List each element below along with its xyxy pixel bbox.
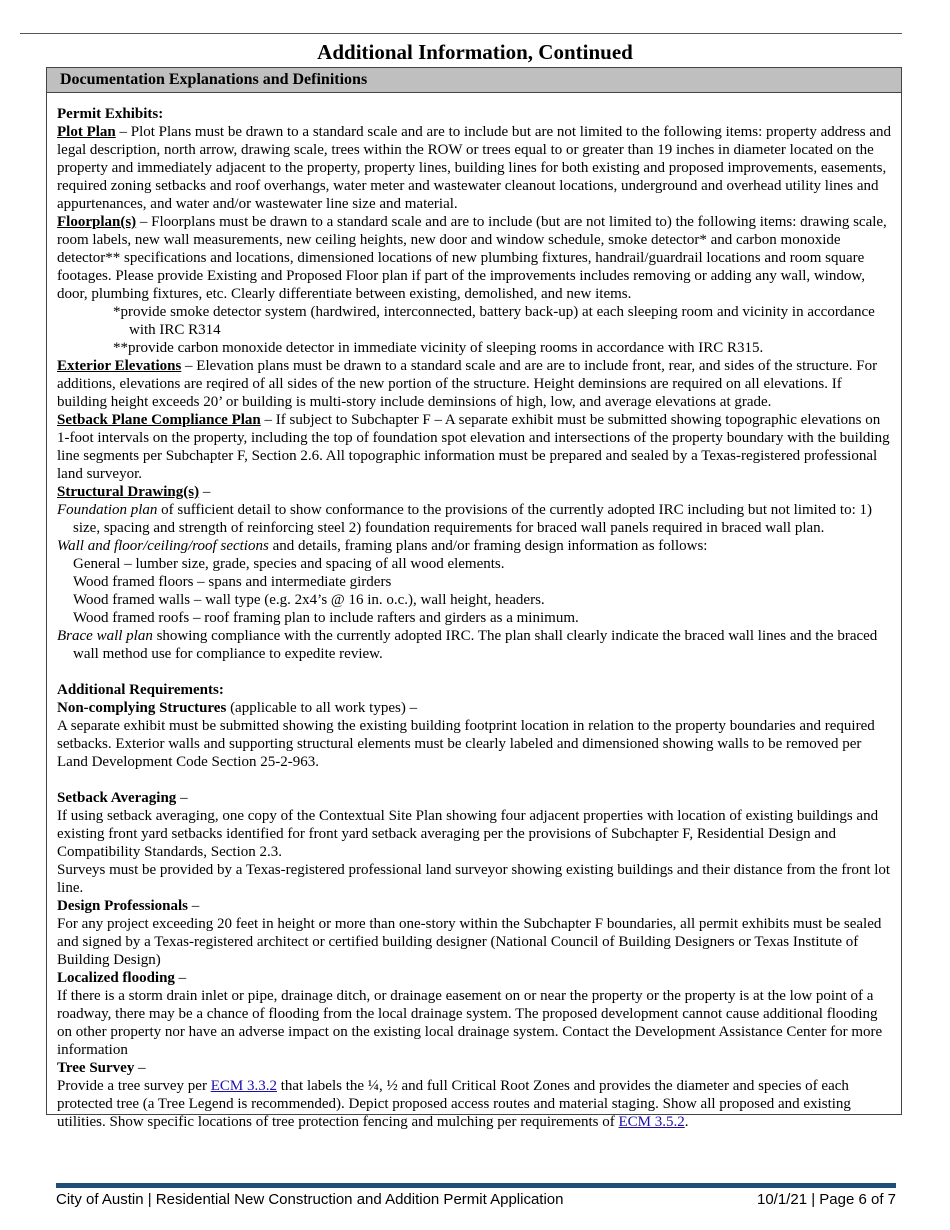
design-professionals-text: For any project exceeding 20 feet in height or more than one-story within the Subchapter F boundaries, all permit exhibits must be sealed and signed by a Texas-registered architect or certified building designer (National Council of Building Designers or Texas Institute of Building Design) bbox=[57, 916, 882, 968]
list-item: Wood framed roofs – roof framing plan to include rafters and girders as a minimum. bbox=[73, 610, 579, 626]
ecm-332-link[interactable]: ECM 3.3.2 bbox=[210, 1078, 277, 1094]
smoke-detector-note: *provide smoke detector system (hardwired, interconnected, battery back-up) at each sleeping room and vicinity in accordance with IRC R314 bbox=[113, 304, 875, 338]
list-item: General – lumber size, grade, species and spacing of all wood elements. bbox=[73, 556, 505, 572]
tree-survey-text-b: that labels the ¼, ½ and full Critical Root Zones and provides the diameter and species of each protected tree (a Tree Legend is recommended). Depict proposed access routes and material staging. Show all proposed and existing utilities. Show specific locations of tree protection fencing and mulching per requirements of bbox=[57, 1078, 851, 1130]
foundation-plan-label: Foundation plan bbox=[57, 502, 158, 518]
noncomplying-label: Non-complying Structures bbox=[57, 700, 227, 716]
localized-flooding-suffix: – bbox=[174, 970, 187, 986]
wall-sections-label: Wall and floor/ceiling/roof sections bbox=[57, 538, 269, 554]
foundation-plan-text: of sufficient detail to show conformance to the provisions of the currently adopted IRC including but not limited to: 1) size, spacing and strength of reinforcing steel 2) foundation requirements for braced wall panels required in braced wall plan. bbox=[73, 502, 873, 536]
footer-rule bbox=[56, 1183, 896, 1188]
localized-flooding-label: Localized flooding bbox=[57, 970, 175, 986]
tree-survey-suffix: – bbox=[134, 1060, 146, 1076]
additional-requirements-heading: Additional Requirements: bbox=[57, 682, 224, 698]
list-item: Wood framed walls – wall type (e.g. 2x4’s @ 16 in. o.c.), wall height, headers. bbox=[73, 592, 545, 608]
localized-flooding-heading bbox=[57, 969, 891, 987]
documentation-content bbox=[47, 93, 901, 1131]
structural-heading bbox=[57, 483, 891, 501]
tree-survey-text-c: . bbox=[684, 1114, 689, 1130]
floorplans-text: – Floorplans must be drawn to a standard scale and are to include (but are not limited to) the following items: drawing scale, room labels, new wall measurements, new ceiling heights, new door and window schedule, smoke detector* and carbon monoxide detector** specifications and locations, dimensioned locations of new plumbing fixtures, handrail/guardrail locations and room square footages. Please provide Existing and Proposed Floor plan if part of the improvements includes removing or adding any wall, window, door, plumbing fixtures, etc. Clearly differentiate between existing, demolished, and new items. bbox=[57, 214, 887, 302]
co-detector-note: **provide carbon monoxide detector in immediate vicinity of sleeping rooms in accordance with IRC R315. bbox=[113, 340, 764, 356]
permit-exhibits-heading: Permit Exhibits: bbox=[57, 106, 164, 122]
brace-wall-text: showing compliance with the currently adopted IRC. The plan shall clearly indicate the braced wall lines and the braced wall method use for compliance to expedite review. bbox=[73, 628, 878, 662]
floorplans-label: Floorplan(s) bbox=[57, 214, 137, 230]
footer bbox=[56, 1190, 896, 1210]
setback-plane-paragraph bbox=[57, 411, 891, 483]
structural-dash: – bbox=[199, 484, 211, 500]
plot-plan-text: – Plot Plans must be drawn to a standard scale and are to include but are not limited to the following items: property address and legal description, north arrow, drawing scale, trees within the ROW or trees equal to or greater than 19 inches in diameter located on the property and immediately adjacent to the property, property lines, building lines for both existing and proposed improvements, easements, required zoning setbacks and roof overhangs, water meter and wastewater cleanout locations, underground and overhead utility lines and appurtenances, and water and/or wastewater line size and material. bbox=[57, 124, 891, 212]
tree-survey-text-a: Provide a tree survey per bbox=[57, 1078, 211, 1094]
footer-page-info: 10/1/21 | Page 6 of 7 bbox=[756, 1191, 896, 1208]
wall-sections-text: and details, framing plans and/or framing design information as follows: bbox=[268, 538, 708, 554]
brace-wall-paragraph bbox=[57, 627, 891, 663]
footer-title: City of Austin | Residential New Construction and Addition Permit Application bbox=[56, 1191, 564, 1208]
brace-wall-label: Brace wall plan bbox=[57, 628, 153, 644]
setback-plane-label: Setback Plane Compliance Plan bbox=[57, 412, 261, 428]
tree-survey-heading bbox=[57, 1059, 891, 1077]
localized-flooding-text: If there is a storm drain inlet or pipe, drainage ditch, or drainage easement on or near the property or the property is at the low point of a roadway, there may be a chance of flooding from the local drainage system. The proposed development cannot cause additional flooding on other property nor have an adverse impact on the existing local drainage system. Contact the Development Assistance Center for more information bbox=[57, 988, 883, 1058]
structural-label: Structural Drawing(s) bbox=[57, 484, 200, 500]
foundation-plan-paragraph bbox=[57, 501, 891, 537]
setback-averaging-text: If using setback averaging, one copy of the Contextual Site Plan showing four adjacent properties with location of existing buildings and existing front yard setbacks identified for front yard setback averaging per the provisions of Subchapter F, Residential Design and Compatibility Standards, Section 2.3. bbox=[57, 808, 879, 860]
wall-sections-paragraph bbox=[57, 537, 891, 555]
design-professionals-suffix: – bbox=[187, 898, 200, 914]
exterior-elevations-paragraph bbox=[57, 357, 891, 411]
noncomplying-text: A separate exhibit must be submitted showing the existing building footprint location in relation to the property boundaries and required setbacks. Exterior walls and supporting structural elements must be clearly labeled and dimensioned showing walls to be removed per Land Development Code Section 25-2-963. bbox=[57, 718, 875, 770]
noncomplying-heading bbox=[57, 699, 891, 717]
ecm-352-link[interactable]: ECM 3.5.2 bbox=[618, 1114, 685, 1130]
page-title: Additional Information, Continued bbox=[317, 40, 633, 64]
floorplans-paragraph bbox=[57, 213, 891, 303]
section-header: Documentation Explanations and Definitions bbox=[47, 68, 901, 93]
setback-averaging-heading bbox=[57, 789, 891, 807]
exterior-elevations-label: Exterior Elevations bbox=[57, 358, 182, 374]
top-rule bbox=[20, 33, 902, 34]
design-professionals-heading bbox=[57, 897, 891, 915]
documentation-box bbox=[46, 67, 902, 1130]
plot-plan-label: Plot Plan bbox=[57, 124, 116, 140]
noncomplying-suffix: (applicable to all work types) – bbox=[226, 700, 418, 716]
setback-averaging-label: Setback Averaging bbox=[57, 790, 177, 806]
survey-text: Surveys must be provided by a Texas-registered professional land surveyor showing existing buildings and their distance from the front lot line. bbox=[57, 862, 891, 896]
exterior-elevations-text: – Elevation plans must be drawn to a standard scale and are are to include front, rear, and sides of the structure. For additions, elevations are reqired of all sides of the new portion of the structure. Height deminsions are required on all elevations. If building height exceeds 20’ or building is multi-story include deminsions of high, low, and average elevations at grade. bbox=[57, 358, 878, 410]
tree-survey-label: Tree Survey bbox=[57, 1060, 135, 1076]
tree-survey-text bbox=[57, 1077, 891, 1131]
list-item: Wood framed floors – spans and intermediate girders bbox=[73, 574, 392, 590]
plot-plan-paragraph bbox=[57, 123, 891, 213]
setback-plane-text: – If subject to Subchapter F – A separate exhibit must be submitted showing topographic elevations on 1-foot intervals on the property, including the top of foundation spot elevation and intersections of the property boundary with the building line segments per Subchapter F, Section 2.6. All topographic information must be prepared and sealed by a Texas-registered professional land surveyor. bbox=[57, 412, 890, 482]
design-professionals-label: Design Professionals bbox=[57, 898, 188, 914]
setback-averaging-suffix: – bbox=[176, 790, 188, 806]
